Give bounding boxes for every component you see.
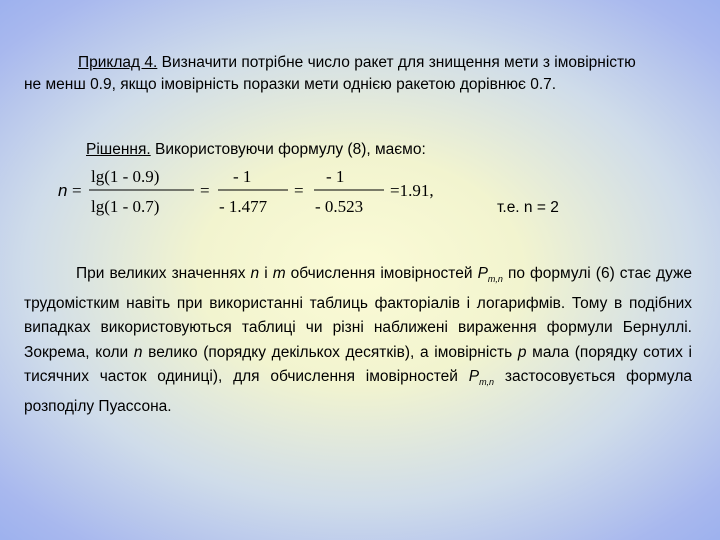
paragraph-text-2: і — [259, 265, 273, 282]
paragraph-text-7: застосовується формула розподілу Пуассона. — [24, 368, 692, 415]
paragraph-text-3: обчислення імовірностей — [285, 265, 478, 282]
fraction-3-denominator: - 0.523 — [315, 197, 364, 216]
formula-eq-3: = — [294, 181, 304, 200]
paragraph-text-5: велико (порядку декількох десятків), а імовірність — [142, 343, 518, 361]
solution-paragraph — [86, 139, 426, 161]
example-paragraph — [24, 52, 644, 96]
var-P: P — [468, 368, 480, 386]
formula-eq-1: = — [72, 181, 82, 200]
example-text: Визначити потрібне число ракет для знищення мети з імовірністю не менш 0.9, якщо імовірність поразки мети однією ракетою дорівнює 0.7. — [24, 54, 636, 93]
formula-lhs: n — [58, 181, 68, 200]
example-label: Приклад 4. — [78, 54, 158, 71]
var-n: n — [133, 343, 143, 361]
fraction-2-numerator: - 1 — [233, 167, 252, 186]
formula-result: =1.91, — [390, 181, 434, 200]
poisson-paragraph — [24, 262, 692, 419]
var-m: m — [272, 265, 286, 282]
var-P-subscript: m,n — [479, 377, 495, 388]
conclusion-text: т.е. n = 2 — [497, 199, 559, 216]
var-n: n — [250, 265, 260, 282]
formula-eq-2: = — [200, 181, 210, 200]
paragraph-text-1: При великих значеннях — [76, 265, 251, 282]
fraction-1-denominator: lg(1 - 0.7) — [91, 197, 160, 216]
var-p: p — [517, 343, 527, 361]
paragraph-text-4: по формулі (6) стає дуже трудомістким навіть при використанні таблиць факторіалів і логарифмів. Тому в подібних випадках використовуються таблиці чи різні наближені вираження формули Бернуллі. Зокрема, коли — [24, 265, 692, 361]
fraction-1-numerator: lg(1 - 0.9) — [91, 167, 160, 186]
solution-label: Рішення. — [86, 141, 151, 158]
paragraph-text-6: мала (порядку сотих і тисячних часток одиниці), для обчислення імовірностей — [24, 343, 692, 386]
fraction-2-denominator: - 1.477 — [219, 197, 268, 216]
formula-svg — [58, 162, 498, 222]
fraction-3-numerator: - 1 — [326, 167, 345, 186]
solution-text: Використовуючи формулу (8), маємо: — [150, 141, 426, 158]
var-P-subscript: m,n — [487, 274, 503, 285]
var-P: P — [477, 265, 488, 282]
formula — [58, 162, 498, 222]
